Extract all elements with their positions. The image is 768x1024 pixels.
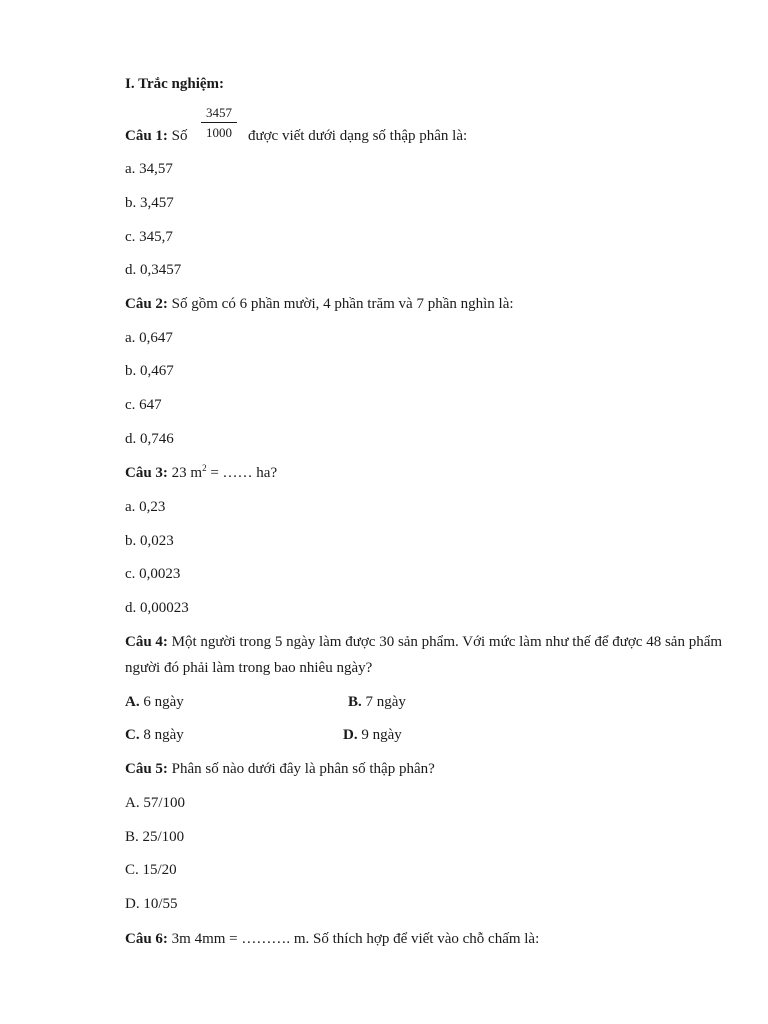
q1-fraction-numerator: 3457 bbox=[206, 105, 232, 120]
q5-option-c: C. 15/20 bbox=[125, 862, 177, 878]
q1-option-a: a. 34,57 bbox=[125, 161, 173, 177]
q3-text-after: = …… ha? bbox=[210, 465, 278, 481]
q4-option-d bbox=[343, 725, 402, 745]
q1-text-before: Số bbox=[171, 128, 188, 144]
q3-superscript: 2 bbox=[202, 463, 207, 473]
q1-option-b: b. 3,457 bbox=[125, 195, 174, 211]
q3-option-c: c. 0,0023 bbox=[125, 566, 181, 582]
q4-option-c-text: 8 ngày bbox=[143, 727, 184, 743]
q1-fraction-denominator: 1000 bbox=[206, 125, 232, 140]
q1-text-after: được viết dưới dạng số thập phân là: bbox=[248, 128, 468, 144]
q4-option-b-letter: B. bbox=[348, 694, 362, 710]
q4-option-a-letter: A. bbox=[125, 694, 140, 710]
q4-option-b bbox=[348, 692, 406, 712]
q4-option-c-letter: C. bbox=[125, 727, 140, 743]
q1-question bbox=[125, 126, 188, 146]
q2-text: Số gồm có 6 phần mười, 4 phần trăm và 7 phần nghìn là: bbox=[171, 296, 514, 312]
q4-option-a-text: 6 ngày bbox=[143, 694, 184, 710]
q3-option-a: a. 0,23 bbox=[125, 499, 166, 515]
q4-option-c bbox=[125, 725, 184, 745]
q3-label: Câu 3: bbox=[125, 465, 168, 481]
section-title: I. Trắc nghiệm: bbox=[125, 76, 225, 92]
q3-question bbox=[125, 463, 277, 483]
q2-label: Câu 2: bbox=[125, 296, 168, 312]
q5-text: Phân số nào dưới đây là phân số thập phân? bbox=[171, 761, 435, 777]
q3-text-before: 23 m bbox=[171, 465, 203, 481]
q4-label: Câu 4: bbox=[125, 634, 168, 650]
q1-option-c: c. 345,7 bbox=[125, 229, 173, 245]
q1-label: Câu 1: bbox=[125, 128, 168, 144]
q4-option-d-letter: D. bbox=[343, 727, 358, 743]
q5-option-a: A. 57/100 bbox=[125, 795, 185, 811]
q4-question bbox=[125, 629, 725, 681]
q4-option-b-text: 7 ngày bbox=[365, 694, 406, 710]
q4-text: Một người trong 5 ngày làm được 30 sản phẩm. Với mức làm như thế để được 48 sản phẩm người đó phải làm trong bao nhiêu ngày? bbox=[125, 634, 723, 676]
q5-option-d: D. 10/55 bbox=[125, 896, 178, 912]
q2-question bbox=[125, 294, 514, 314]
q1-fraction bbox=[201, 105, 237, 140]
q5-question bbox=[125, 759, 435, 779]
q3-option-b: b. 0,023 bbox=[125, 533, 174, 549]
q2-option-b: b. 0,467 bbox=[125, 363, 174, 379]
q2-option-a: a. 0,647 bbox=[125, 330, 173, 346]
q6-label: Câu 6: bbox=[125, 931, 168, 947]
q3-option-d: d. 0,00023 bbox=[125, 600, 189, 616]
q4-option-a bbox=[125, 692, 184, 712]
q1-option-d: d. 0,3457 bbox=[125, 262, 182, 278]
q4-option-d-text: 9 ngày bbox=[361, 727, 402, 743]
q2-option-d: d. 0,746 bbox=[125, 431, 174, 447]
q5-label: Câu 5: bbox=[125, 761, 168, 777]
q5-option-b: B. 25/100 bbox=[125, 829, 185, 845]
q6-question bbox=[125, 929, 539, 949]
q6-text: 3m 4mm = ………. m. Số thích hợp để viết vào chỗ chấm là: bbox=[171, 931, 540, 947]
q2-option-c: c. 647 bbox=[125, 397, 162, 413]
